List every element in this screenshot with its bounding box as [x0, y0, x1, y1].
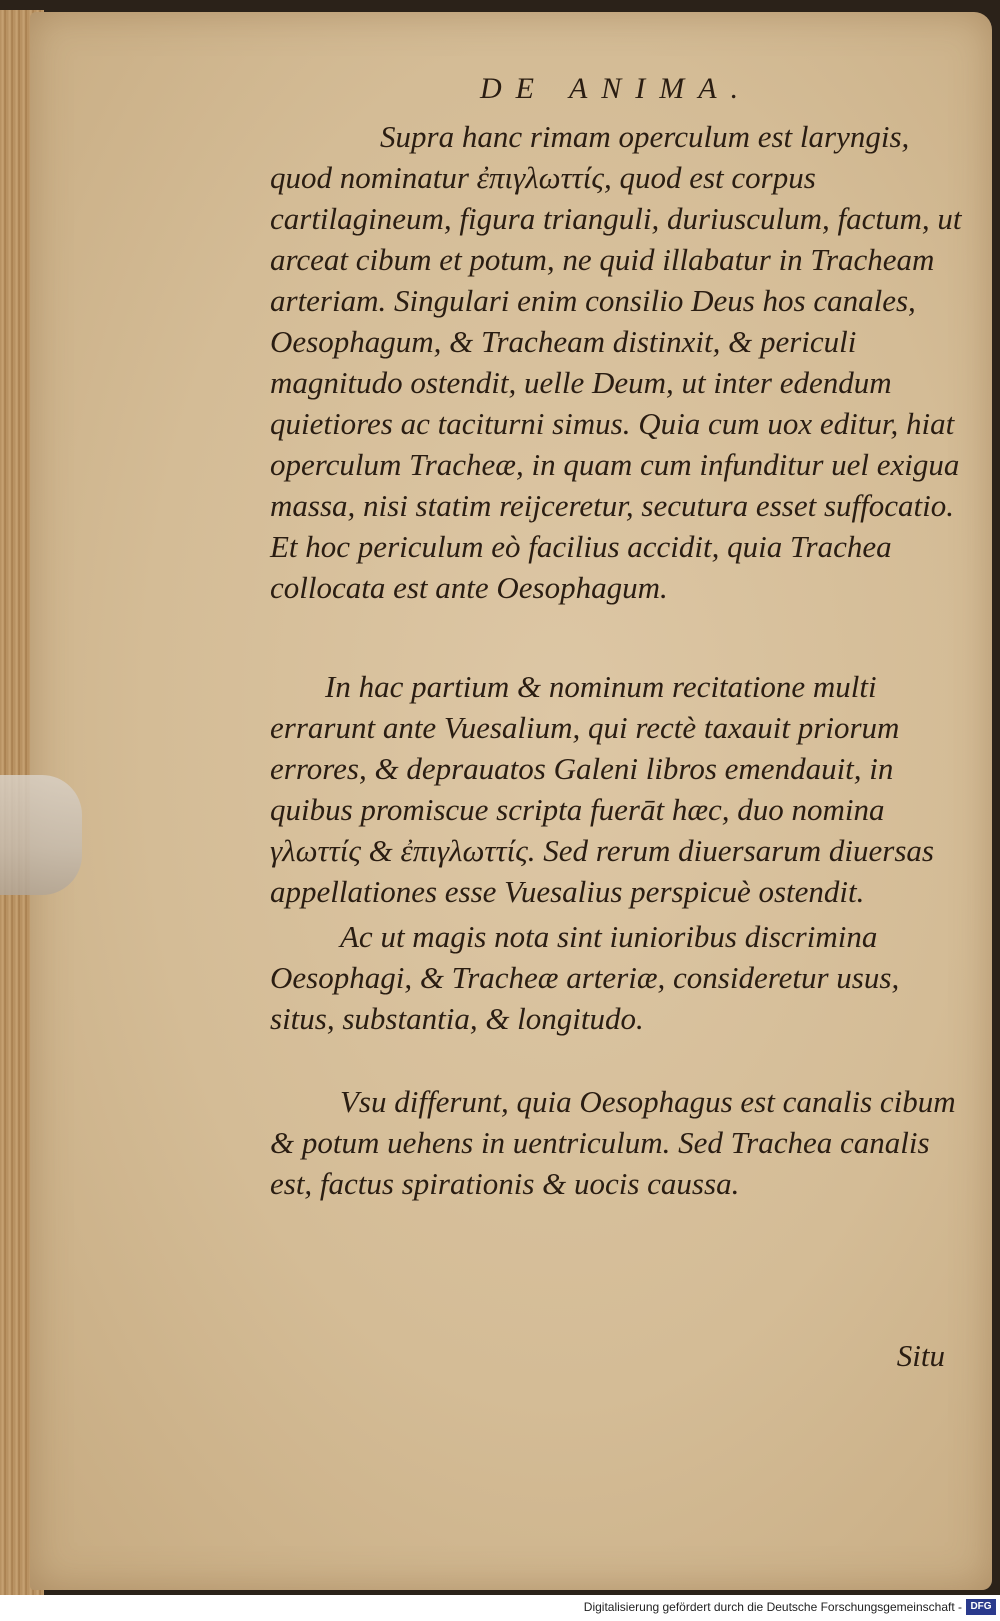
footer-bar [0, 1595, 1000, 1621]
catchword: Situ [896, 1338, 945, 1373]
paragraph-1: Supra hanc rimam operculum est laryngis, quod nominatur ἐπιγλωττίς, quod est corpus cartilagineum, figura trianguli, duriusculum, factum, ut arceat cibum et potum, ne quid illabatur in Tracheam arteriam. Singulari enim consilio Deus hos canales, Oesophagum, & Tracheam distinxit, & periculi magnitudo ostendit, uelle Deum, ut inter edendum quietiores ac taciturni simus. Quia cum uox editur, hiat operculum Tracheæ, in quam cum infunditur uel exigua massa, nisi statim reijceretur, secutura esset suffocatio. Et hoc periculum eò facilius accidit, quia Trachea collocata est ante Oesophagum. [270, 119, 962, 605]
digitization-credit: Digitalisierung gefördert durch die Deutsche Forschungsgemeinschaft - [583, 1600, 962, 1614]
paragraph-3: Ac ut magis nota sint iunioribus discrimina Oesophagi, & Tracheæ arteriæ, consideretur usus, situs, substantia, & longitudo. [270, 919, 900, 1036]
body-text [270, 80, 970, 1204]
paragraph-2: In hac partium & nominum recitatione multi errarunt ante Vuesalium, qui rectè taxauit priorum errores, & deprauatos Galeni libros emendauit, in quibus promiscue scripta fuerāt hæc, duo nomina γλωττίς & ἐπιγλωττίς. Sed rerum diuersarum diuersas appellationes esse Vuesalius perspicuè ostendit. [270, 669, 934, 909]
bookmark-tab [0, 775, 82, 895]
running-head: DE ANIMA. [480, 72, 753, 105]
dfg-logo: DFG [966, 1599, 996, 1615]
paragraph-4: Vsu differunt, quia Oesophagus est canalis cibum & potum uehens in uentriculum. Sed Trachea canalis est, factus spirationis & uocis caussa. [270, 1084, 956, 1201]
